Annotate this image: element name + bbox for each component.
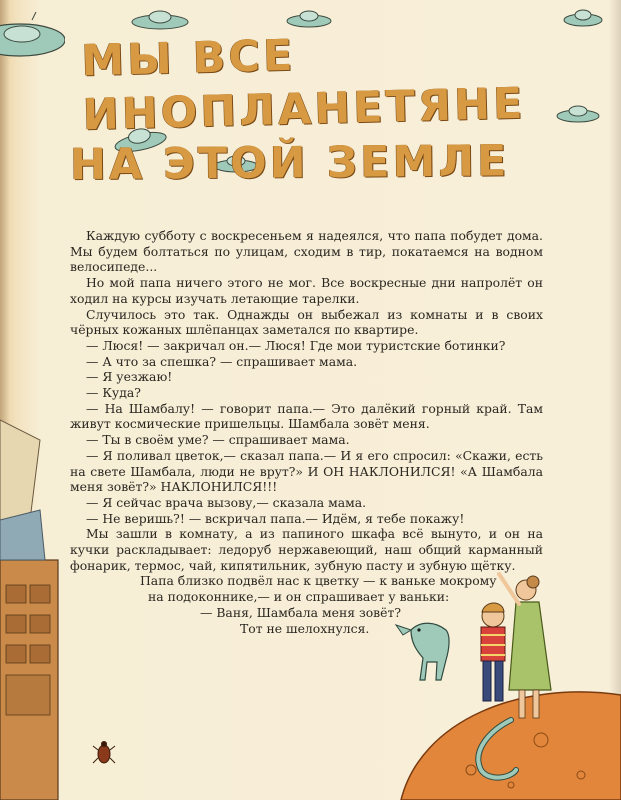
cabinet-icon — [0, 560, 58, 800]
paragraph: — Я поливал цветок,— сказал папа.— И я его спросил: «Скажи, есть на свете Шамбала, люди не врут?» И ОН НАКЛОНИЛСЯ! «А Шамбала меня зовёт?» НАКЛОНИЛСЯ!!! — [70, 447, 543, 495]
bug-icon — [92, 738, 116, 768]
paragraph: — Я уезжаю! — [86, 369, 173, 385]
flying-saucer-icon — [285, 6, 333, 30]
paragraph: — Я сейчас врача вызову,— сказала мама. — [86, 494, 367, 510]
paragraph: Мы зашли в комнату, а из папиного шкафа всё вынуто, и он на кучки раскладывает: ледоруб нержавеющий, наш общий карманный фонарик, термос, чай, кипятильник, зубную пасту и зубную щётку. — [70, 526, 543, 573]
paragraph: Каждую субботу с воскресеньем я надеялся, что папа побудет дома. Мы будем болтаться по улицам, сходим в тир, покатаемся на водном велосипеде... — [70, 228, 543, 275]
paragraph: — Куда? — [86, 385, 141, 401]
centered-line: Тот не шелохнулся. — [240, 620, 370, 636]
paragraph: Случилось это так. Однажды он выбежал из комнаты и в своих чёрных кожаных шлёпанцах заметался по квартире. — [70, 306, 543, 338]
centered-line: Папа близко подвёл нас к цветку — к ваньке мокрому — [140, 573, 497, 589]
flying-saucer-icon — [0, 12, 65, 56]
page-title — [70, 28, 570, 190]
centered-line: — Ваня, Шамбала меня зовёт? — [200, 604, 401, 620]
title-line-2: НА ЭТОЙ ЗЕМЛЕ — [69, 136, 510, 191]
paragraph: — Ты в своём уме? — спрашивает мама. — [86, 432, 350, 448]
paragraph: — Не веришь?! — вскричал папа.— Идём, я тебе покажу! — [86, 510, 465, 526]
boy-figure-icon — [481, 603, 505, 701]
paragraph: — А что за спешка? — спрашивает мама. — [86, 353, 358, 369]
left-margin-illustration — [0, 0, 65, 800]
centered-line: на подоконнике,— и он спрашивает у ваньки: — [148, 589, 450, 605]
paragraph: Но мой папа ничего этого не мог. Все воскресные дни напролёт он ходил на курсы изучать летающие тарелки. — [70, 275, 543, 306]
paragraph: — На Шамбалу! — говорит папа.— Это далёкий горный край. Там живут космические пришельцы. Шамбала зовёт меня. — [70, 400, 543, 432]
paragraph: — Люся! — закричал он.— Люся! Где мои туристские ботинки? — [86, 337, 506, 353]
title-line-1: МЫ ВСЕ ИНОПЛАНЕТЯНЕ — [80, 30, 526, 141]
planet-illustration — [391, 570, 621, 800]
